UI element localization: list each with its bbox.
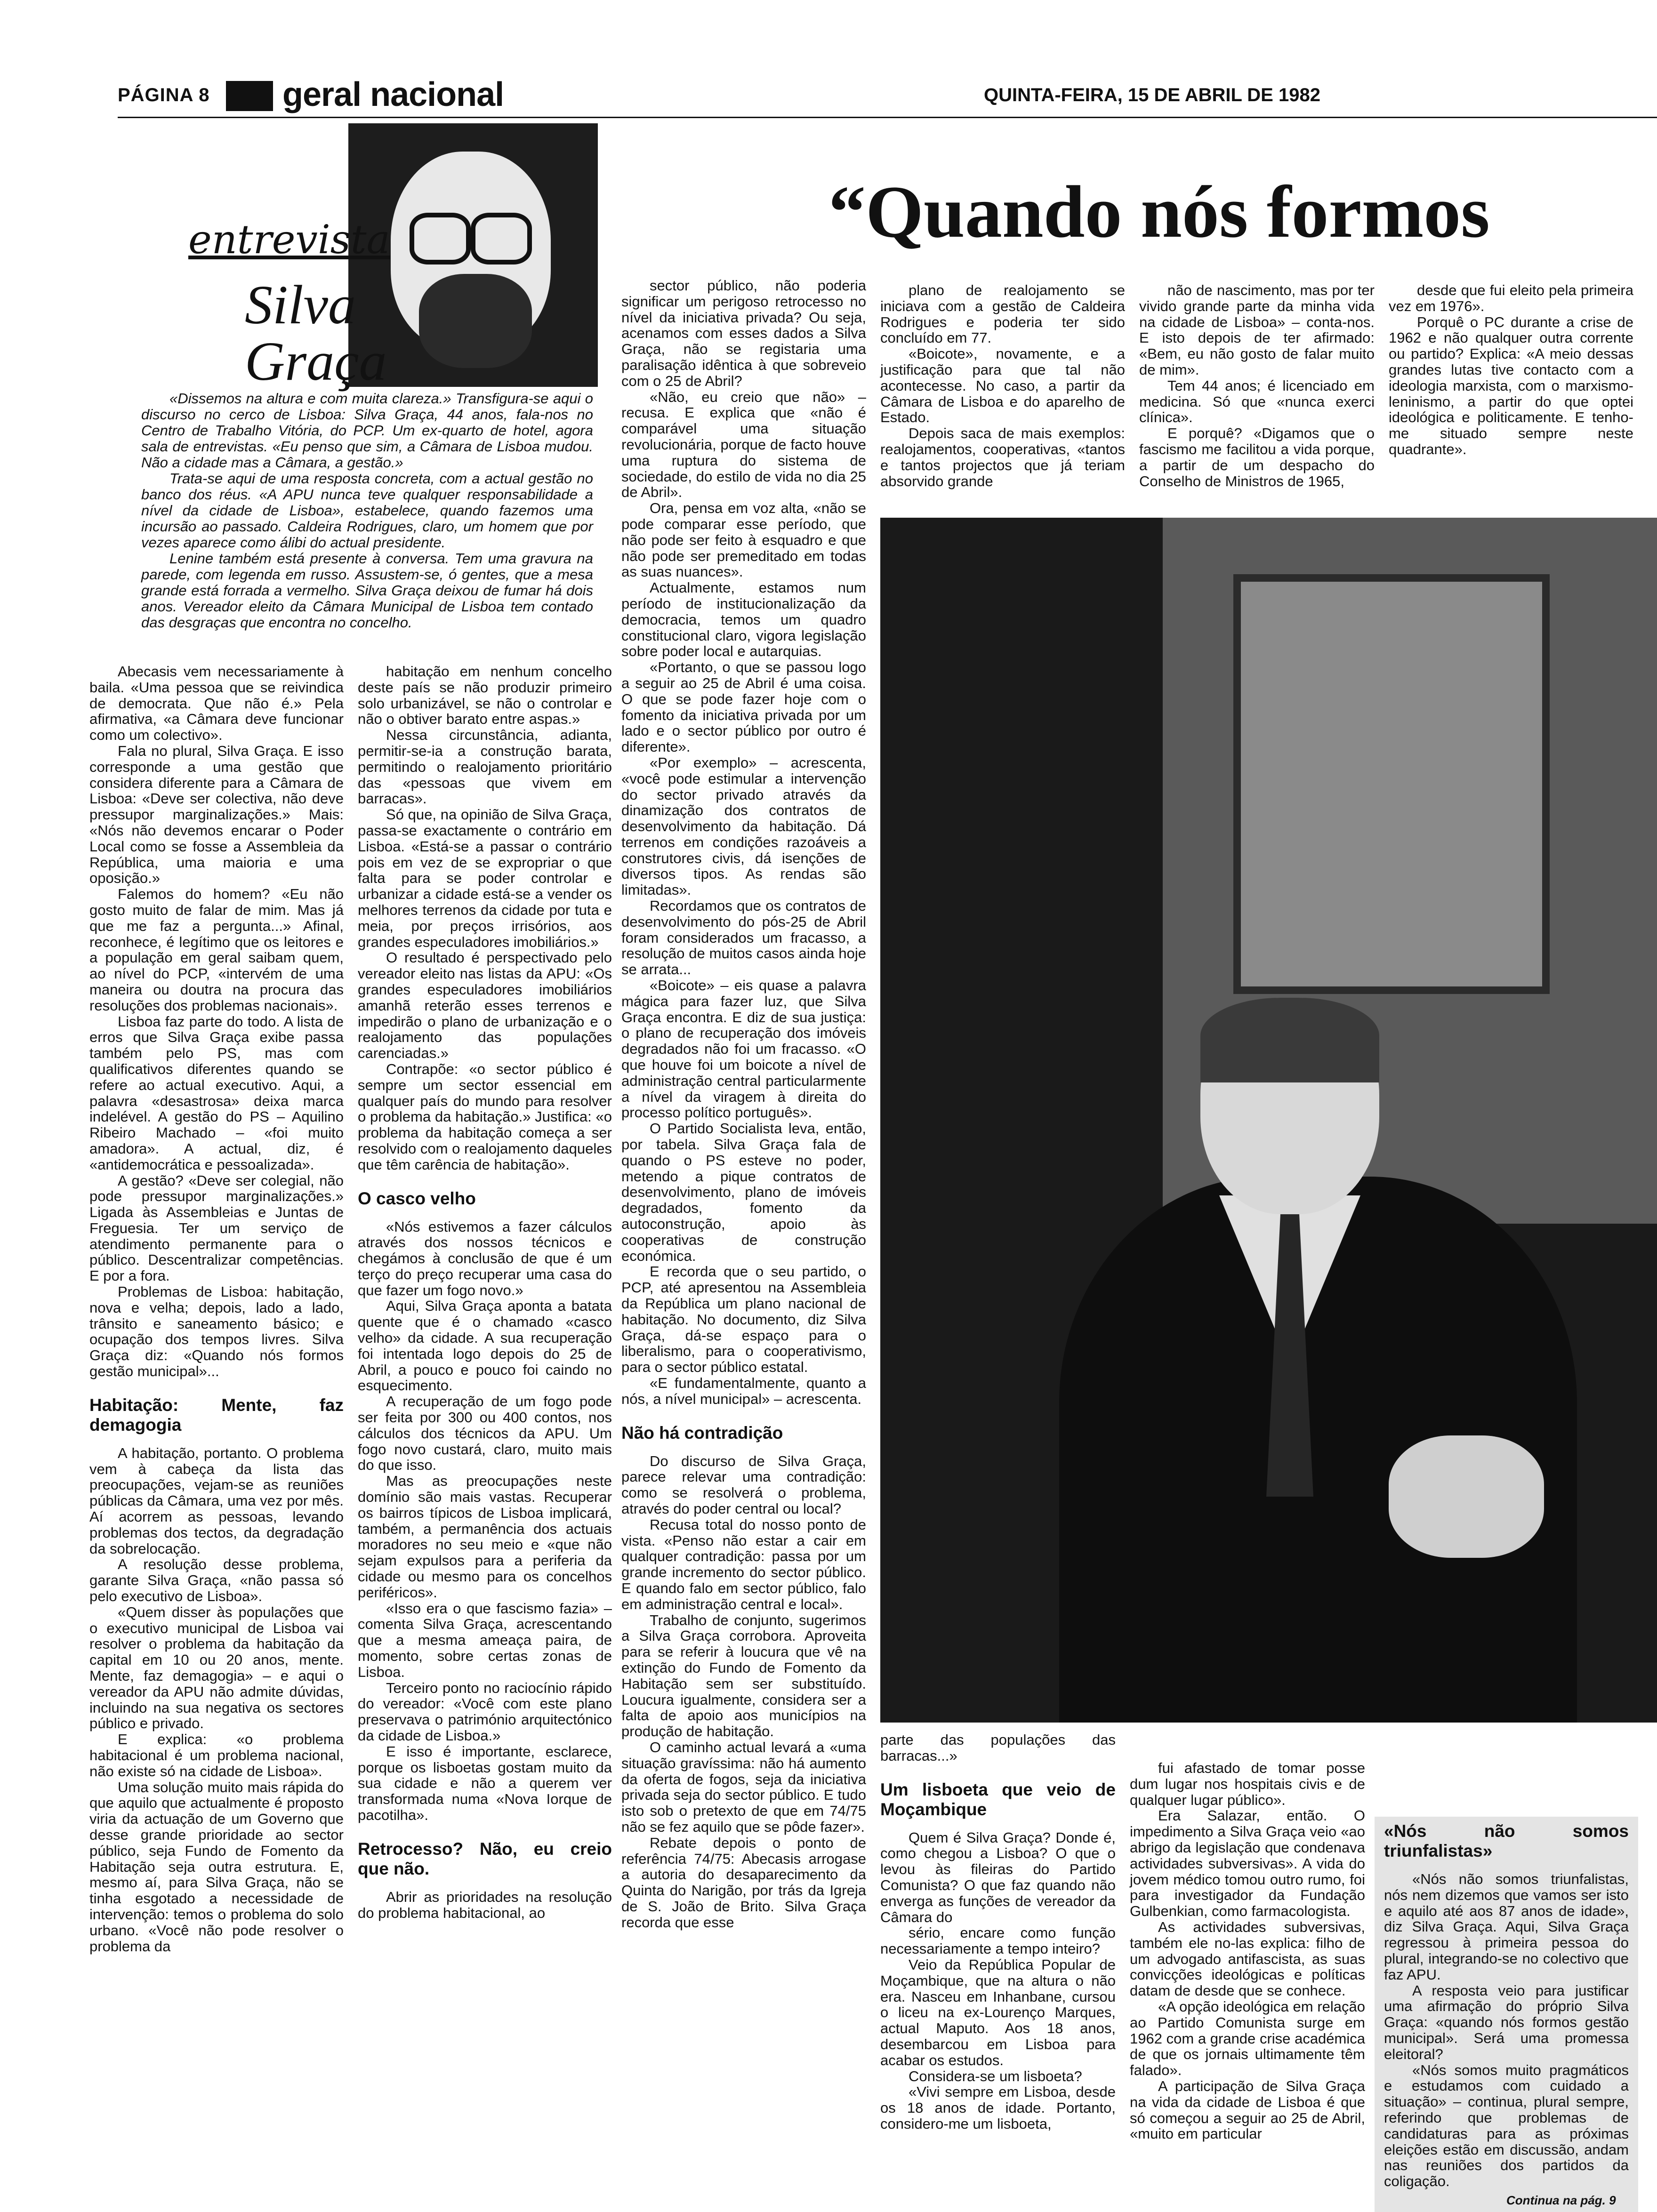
paragraph: Do discurso de Silva Graça, parece relevar uma contradição: como se resolverá o problema, através do poder central ou local? xyxy=(621,1452,866,1517)
subheading: Um lisboeta que veio de Moçambique xyxy=(880,1779,1116,1819)
paragraph: A resposta veio para justificar uma afirmação do próprio Silva Graça: «quando nós formos gestão municipal». Será uma promessa eleitoral? xyxy=(1384,1982,1629,2062)
section-title: geral nacional xyxy=(282,76,504,113)
article-column-2 xyxy=(358,664,612,1921)
paragraph: Terceiro ponto no raciocínio rápido do vereador: «Você com este plano preservava o património arquitectónico da cidade de Lisboa.» xyxy=(358,1679,612,1744)
paragraph: «Boicote», novamente, e a justificação para que tal não acontecesse. No caso, a partir da Câmara de Lisboa e do aparelho de Estado. xyxy=(880,345,1125,426)
paragraph: E recorda que o seu partido, o PCP, até apresentou na Assembleia da República um plano nacional de habitação. No documento, diz Silva Graça, dá-se espaço para o liberalismo, para o cooperativismo, para o sector público estatal. xyxy=(621,1263,866,1376)
paragraph: Nessa circunstância, adianta, permitir-se-ia a construção barata, permitindo o realojamento prioritário das «pessoas que vivem em barracas». xyxy=(358,727,612,807)
paragraph: Problemas de Lisboa: habitação, nova e velha; depois, lado a lado, trânsito e saneamento básico; e ocupação dos tempos livres. Silva Graça diz: «Quando nós formos gestão municipal»... xyxy=(89,1283,344,1380)
paragraph: Mas as preocupações neste domínio são mais vastas. Recuperar os bairros típicos de Lisboa implicará, também, a permanência dos actuais moradores no seu meio e «que não sejam expulsos para a periferia da cidade ou mesmo para os concelhos periféricos». xyxy=(358,1473,612,1601)
headline: “Quando nós formos xyxy=(828,171,1490,253)
article-column-4-bottom xyxy=(880,1732,1116,2132)
paragraph: Tem 44 anos; é licenciado em medicina. Só que «nunca exerci clínica». xyxy=(1139,377,1375,426)
subheading: O casco velho xyxy=(358,1188,476,1208)
paragraph: plano de realojamento se iniciava com a gestão de Caldeira Rodrigues e poderia ter sido concluído em 77. xyxy=(880,282,1125,346)
paragraph: Ora, pensa em voz alta, «não se pode comparar esse período, que não pode ser feito à esquadro e que não pode ser premeditado em todas as suas nuances». xyxy=(621,500,866,580)
paragraph: desde que fui eleito pela primeira vez em 1976». xyxy=(1389,282,1633,314)
continuation-note: Continua na pág. 9 xyxy=(1506,2193,1616,2207)
paragraph: Abrir as prioridades na resolução do problema habitacional, ao xyxy=(358,1888,612,1921)
photo-caption: parte das populações das barracas...» xyxy=(880,1731,1116,1764)
paragraph: Porquê o PC durante a crise de 1962 e não qualquer outra corrente ou partido? Explica: «A meio dessas grandes lutas tive contacto com a ideologia marxista, com o marxismo-leninismo, a partir do que optei ideológica e politicamente. E tenho-me situado sempre neste quadrante». xyxy=(1389,313,1633,457)
header-rule xyxy=(118,117,1657,118)
intro-paragraph: Lenine também está presente à conversa. Tem uma gravura na parede, com legenda em russo. Assustem-se, ó gentes, que a mesa grande está forrada a vermelho. Silva Graça deixou de fumar há dois anos. Vereador eleito da Câmara Municipal de Lisboa tem contado das desgraças que encontra no concelho. xyxy=(141,550,593,631)
article-column-1 xyxy=(89,664,344,1954)
paragraph: E isso é importante, esclarece, porque os lisboetas gostam muito da sua cidade e não a querem ver transformada numa «Nova Iorque de pacotilha». xyxy=(358,1743,612,1823)
paragraph: Contrapõe: «o sector público é sempre um sector essencial em qualquer país do mundo para resolver o problema da habitação.» Justifica: «o problema da habitação começa a ser resolvido com o realojamento daqueles que têm carência de habitação». xyxy=(358,1060,612,1173)
paragraph: E porquê? «Digamos que o fascismo me facilitou a vida porque, a partir de um despacho do Conselho de Ministros de 1965, xyxy=(1139,425,1375,489)
paragraph: Veio da República Popular de Moçambique, que na altura o não era. Nasceu em Inhanbane, cursou o liceu na ex-Lourenço Marques, actual Maputo. Aos 18 anos, desembarcou em Lisboa para acabar os estudos. xyxy=(880,1956,1116,2068)
paragraph: Era Salazar, então. O impedimento a Silva Graça veio «ao abrigo da legislação que condenava actividades subversivas». A vida do jovem médico tomou outro rumo, foi para investigador da Fundação Gulbenkian, como farmacologista. xyxy=(1130,1807,1365,1920)
paragraph: «Boicote» – eis quase a palavra mágica para fazer luz, que Silva Graça encontra. E diz de sua justiça: o plano de recuperação dos imóveis degradados não foi um fracasso. «O que houve foi um boicote a nível de administração central particularmente a nível da viragem à direita do processo político português». xyxy=(621,977,866,1121)
paragraph: Recusa total do nosso ponto de vista. «Penso não estar a cair em qualquer contradição: passa por um grande incremento do sector público. E quando falo em sector público, falo em administração central e local». xyxy=(621,1516,866,1612)
interviewee-name-line2: Graça xyxy=(245,330,387,392)
paragraph: Abecasis vem necessariamente à baila. «Uma pessoa que se reivindica de democrata. Que não é.» Pela afirmativa, «a Câmara deve funcionar como um colectivo». xyxy=(89,663,344,744)
article-column-3 xyxy=(621,278,866,1930)
section-logo-icon xyxy=(226,81,273,111)
paragraph: sector público, não poderia significar um perigoso retrocesso no nível da iniciativa privada? Ou seja, acenamos com esses dados a Silva Graça, não se registaria uma paralisação idêntica à que sobreveio com o 25 de Abril? xyxy=(621,277,866,389)
intro-paragraph: Trata-se aqui de uma resposta concreta, com a actual gestão no banco dos réus. «A APU nunca teve qualquer responsabilidade a nível da cidade de Lisboa», estabelece, quando fazemos uma incursão ao passado. Caldeira Rodrigues, claro, um homem que por vezes aparece como álibi do actual presidente. xyxy=(141,470,593,551)
paragraph: O caminho actual levará a «uma situação gravíssima: não há aumento da oferta de fogos, seja da iniciativa privada seja do sector público. E tudo isto sob o pretexto de que em 74/75 não se fez aquilo que se pôde fazer». xyxy=(621,1739,866,1835)
article-column-5-top xyxy=(1139,282,1375,489)
paragraph: habitação em nenhum concelho deste país se não produzir primeiro solo urbanizável, se não o controlar e não o obtiver barato entre aspas.» xyxy=(358,663,612,728)
article-column-5-bottom xyxy=(1130,1760,1365,2142)
paragraph: A recuperação de um fogo pode ser feita por 300 ou 400 contos, nos cálculos dos técnicos da APU. Um fogo novo custará, claro, muito mais do que isso. xyxy=(358,1393,612,1474)
intro-paragraph: «Dissemos na altura e com muita clareza.» Transfigura-se aqui o discurso no cerco de Lisboa: Silva Graça, 44 anos, fala-nos no Centro de Trabalho Vitória, do PCP. Um ex-quarto de hotel, agora sala de entrevistas. «Eu penso que sim, a Câmara de Lisboa mudou. Não a cidade mas a Câmara, a gestão.» xyxy=(141,390,593,471)
paragraph: «Por exemplo» – acrescenta, «você pode estimular a intervenção do sector privado através da dinamização dos contratos de desenvolvimento da habitação. Dá terrenos em condições razoáveis a construtores civis, dá isenções de diversos tipos. As rendas são limitadas». xyxy=(621,754,866,898)
wall-engraving xyxy=(1233,574,1550,994)
paragraph: «Isso era o que fascismo fazia» – comenta Silva Graça, acrescentando que a mesma ameaça paira, de momento, sobre certas zonas de Lisboa. xyxy=(358,1600,612,1680)
paragraph: A habitação, portanto. O problema vem à cabeça da lista das preocupações, vejam-se as reuniões públicas da Câmara, uma vez por mês. Aí acorrem as pessoas, levando problemas dos tectos, da degradação da sobrelocação. xyxy=(89,1444,344,1557)
paragraph: «Vivi sempre em Lisboa, desde os 18 anos de idade. Portanto, considero-me um lisboeta, xyxy=(880,2084,1116,2132)
subheading: Habitação: Mente, faz demagogia xyxy=(89,1395,344,1435)
subheading: Não há contradição xyxy=(621,1423,783,1443)
paragraph: não de nascimento, mas por ter vivido grande parte da minha vida na cidade de Lisboa» – conta-nos. E isto depois de ter afirmado: «Bem, eu não gosto de falar muito de mim». xyxy=(1139,282,1375,378)
kicker: entrevista xyxy=(188,216,390,263)
paragraph: Rebate depois o ponto de referência 74/75: Abecasis arrogase a autoria do desaparecimento da Quinta do Narigão, por trás da Igreja de S. João de Brito. Silva Graça recorda que esse xyxy=(621,1834,866,1931)
paragraph: sério, encare como função necessariamente a tempo inteiro? xyxy=(880,1924,1116,1957)
paragraph: Fala no plural, Silva Graça. E isso corresponde a uma gestão que considera diferente para a Câmara de Lisboa: «Deve ser colectiva, não deve pressupor marginalizações.» Mais: «Nós não devemos encarar o Poder Local como se fosse a Assembleia da República, uma maioria e uma oposição.» xyxy=(89,742,344,887)
intro-text xyxy=(141,391,593,631)
paragraph: «A opção ideológica em relação ao Partido Comunista surge em 1962 com a grande crise académica de que os jornais ultimamente têm falado». xyxy=(1130,1998,1365,2079)
paragraph: «Nós estivemos a fazer cálculos através dos nossos técnicos e chegámos à conclusão de que é um terço do preço recuperar uma casa do que fazer um fogo novo.» xyxy=(358,1218,612,1298)
paragraph: Só que, na opinião de Silva Graça, passa-se exactamente o contrário em Lisboa. «Está-se a passar o contrário pois em vez de se expropriar o que falta para se poder controlar e urbanizar a cidade está-se a vender os melhores terrenos da cidade por tuta e meia, por preços irrisórios, aos grandes especuladores imobiliários.» xyxy=(358,806,612,950)
paragraph: Recordamos que os contratos de desenvolvimento do pós-25 de Abril foram considerados um fracasso, a resolução de muitos casos ainda hoje se arrata... xyxy=(621,898,866,978)
paragraph: «Não, eu creio que não» – recusa. E explica que «não é comparável uma situação revolucionária, porque de facto houve uma ruptura do sistema de sociedade, do estilo de vida no dia 25 de Abril». xyxy=(621,388,866,501)
subheading: Retrocesso? Não, eu creio que não. xyxy=(358,1839,612,1878)
paragraph: A gestão? «Deve ser colegial, não pode pressupor marginalizações.» Ligada às Assembleias e Juntas de Freguesia. Ter um serviço de atendimento permanente para o público. Descentralizar competências. E por a fora. xyxy=(89,1172,344,1284)
article-column-4-top xyxy=(880,282,1125,489)
issue-date: QUINTA-FEIRA, 15 DE ABRIL DE 1982 xyxy=(984,85,1320,105)
paragraph: Quem é Silva Graça? Donde é, como chegou a Lisboa? O que o levou às fileiras do Partido Comunista? O que faz quando não enverga as funções de vereador da Câmara do xyxy=(880,1829,1116,1925)
paragraph: Aqui, Silva Graça aponta a batata quente que é o chamado «casco velho» da cidade. A sua recuperação foi intentada logo depois do 25 de Abril, a pouco e pouco foi caindo no esquecimento. xyxy=(358,1298,612,1394)
interviewee-name-line1: Silva xyxy=(245,274,356,336)
paragraph: Falemos do homem? «Eu não gosto muito de falar de mim. Mas já que me faz a pergunta...» Afinal, reconhece, é legítimo que os leitores e a população em geral saibam quem, ao nível do PCP, «intervém de uma maneira ou doutra na procura das resoluções dos problemas nacionais». xyxy=(89,886,344,1014)
paragraph: E explica: «o problema habitacional é um problema nacional, não existe só na cidade de Lisboa». xyxy=(89,1731,344,1779)
paragraph: «E fundamentalmente, quanto a nós, a nível municipal» – acrescenta. xyxy=(621,1374,866,1407)
article-column-6-bottom xyxy=(1384,1821,1629,2189)
interview-photo xyxy=(880,518,1657,1723)
paragraph: fui afastado de tomar posse dum lugar nos hospitais civis e de qualquer lugar público». xyxy=(1130,1760,1365,1808)
paragraph: Depois saca de mais exemplos: realojamentos, cooperativas, «tantos e tantos projectos que já teriam absorvido grande xyxy=(880,425,1125,489)
paragraph: «Portanto, o que se passou logo a seguir ao 25 de Abril é uma coisa. O que se pode fazer hoje com o fomento da iniciativa privada por um lado e o sector público por outro é diferente». xyxy=(621,659,866,755)
paragraph: «Nós não somos triunfalistas, nós nem dizemos que vamos ser isto e aquilo até aos 87 anos de idade», diz Silva Graça. Aqui, Silva Graça regressou à primeira pessoa do plural, integrando-se no colectivo que faz APU. xyxy=(1384,1871,1629,1983)
paragraph: Lisboa faz parte do todo. A lista de erros que Silva Graça exibe passa também pelo PS, mas com qualificativos diferentes quando se refere ao actual executivo. Aqui, a palavra «desastrosa» deixa marca indelével. A gestão do PS – Aquilino Ribeiro Machado – «foi muito amadora». A actual, diz, é «antidemocrática e pessoalizada». xyxy=(89,1013,344,1173)
paragraph: O Partido Socialista leva, então, por tabela. Silva Graça fala de quando o PS esteve no poder, metendo a pique contratos de desenvolvimento, plano de imóveis degradados, fomento da autoconstrução, apoio às cooperativas de construção económica. xyxy=(621,1120,866,1264)
paragraph: «Nós somos muito pragmáticos e estudamos com cuidado a situação» – continua, plural sempre, referindo que problemas de candidaturas para as próximas eleições estão em discussão, andam nas reuniões dos partidos da coligação. xyxy=(1384,2061,1629,2190)
paragraph: Actualmente, estamos num período de institucionalização da democracia, temos um quadro constitucional claro, vigora legislação sobre poder local e autarquias. xyxy=(621,579,866,660)
paragraph: Trabalho de conjunto, sugerimos a Silva Graça corrobora. Aproveita para se referir à loucura que vê na extinção do Fundo de Fomento da Habitação sem ser substituído. Loucura igualmente, considera ser a falta de apoio aos municípios na produção de habitação. xyxy=(621,1611,866,1740)
paragraph: Considera-se um lisboeta? xyxy=(909,2068,1082,2084)
paragraph: O resultado é perspectivado pelo vereador eleito nas listas da APU: «Os grandes especuladores imobiliários amanhã reterão esses terrenos e impedirão o plano de urbanização e o realojamento das populações carenciadas.» xyxy=(358,949,612,1062)
paragraph: As actividades subversivas, também ele no-las explica: filho de um advogado antifascista, as suas convicções ideológicas e políticas datam de desde que se conhece. xyxy=(1130,1918,1365,1999)
paragraph: A resolução desse problema, garante Silva Graça, «não passa só pelo executivo de Lisboa». xyxy=(89,1556,344,1605)
paragraph: Uma solução muito mais rápida do que aquilo que actualmente é proposto viria da actuação de um Governo que desse grande prioridade ao sector público, seja Fundo de Fomento da Habitação seja outra estrutura. E, mesmo aí, para Silva Graça, não se tinha esgotado a necessidade de intervenção: temos o problema do solo urbano. «Você não pode resolver o problema da xyxy=(89,1779,344,1955)
paragraph: «Quem disser às populações que o executivo municipal de Lisboa vai resolver o problema da habitação da capital em 10 ou 20 anos, mente. Mente, faz demagogia» – e aqui o vereador da APU não admite dúvidas, incluindo na sua negativa os sectores público e privado. xyxy=(89,1603,344,1732)
page-number: PÁGINA 8 xyxy=(118,85,210,105)
article-column-6-top xyxy=(1389,282,1633,457)
subheading: «Nós não somos triunfalistas» xyxy=(1384,1821,1629,1860)
paragraph: A participação de Silva Graça na vida da cidade de Lisboa é que só começou a seguir ao 25 de Abril, «muito em particular xyxy=(1130,2077,1365,2142)
